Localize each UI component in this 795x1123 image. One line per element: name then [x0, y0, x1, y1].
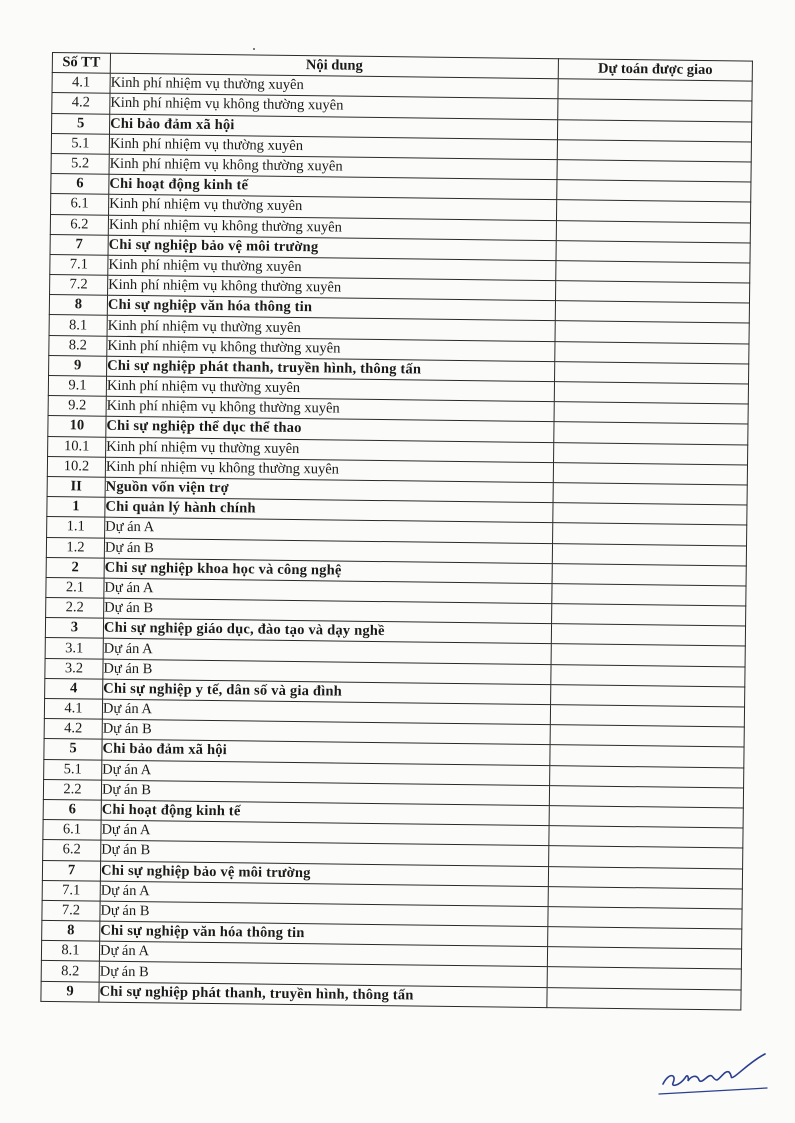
row-number: 10.1: [48, 436, 106, 457]
row-content: Kinh phí nhiệm vụ thường xuyên: [107, 316, 555, 342]
signature: [655, 1050, 775, 1100]
row-number: 8: [49, 295, 107, 316]
row-amount: [555, 301, 749, 324]
row-number: 5.1: [44, 759, 102, 780]
row-content: Kinh phí nhiệm vụ thường xuyên: [110, 73, 558, 99]
row-amount: [550, 765, 744, 788]
header-content: Nội dung: [110, 53, 558, 79]
row-content: Chi hoạt động kinh tế: [109, 174, 557, 200]
row-amount: [551, 644, 745, 667]
row-content: Dự án B: [101, 840, 549, 866]
row-content: Dự án B: [103, 659, 551, 685]
row-number: 7.2: [50, 275, 108, 296]
row-number: 9: [41, 981, 99, 1002]
row-amount: [549, 806, 743, 829]
row-number: 10: [48, 416, 106, 437]
row-amount: [548, 927, 742, 950]
row-amount: [547, 967, 741, 990]
row-content: Chi sự nghiệp bảo vệ môi trường: [108, 235, 556, 261]
row-amount: [557, 160, 751, 183]
row-number: 4.1: [44, 698, 102, 719]
row-amount: [554, 382, 748, 405]
row-amount: [547, 947, 741, 970]
row-amount: [557, 139, 751, 162]
row-amount: [557, 180, 751, 203]
row-amount: [552, 604, 746, 627]
row-amount: [556, 261, 750, 284]
row-content: Chi sự nghiệp giáo dục, đào tạo và dạy nghề: [103, 618, 551, 644]
row-amount: [552, 543, 746, 566]
row-number: 6.1: [51, 194, 109, 215]
row-content: Chi sự nghiệp phát thanh, truyền hình, thông tấn: [99, 982, 547, 1008]
row-content: Chi sự nghiệp văn hóa thông tin: [107, 295, 555, 321]
row-number: 3: [45, 618, 103, 639]
row-content: Dự án A: [103, 639, 551, 665]
row-content: Chi sự nghiệp phát thanh, truyền hình, thông tấn: [107, 356, 555, 382]
row-number: 4: [45, 678, 103, 699]
row-amount: [549, 846, 743, 869]
row-content: Dự án A: [104, 578, 552, 604]
row-number: 6.2: [50, 214, 108, 235]
row-number: 8.1: [49, 315, 107, 336]
row-amount: [556, 200, 750, 223]
row-content: Chi hoạt động kinh tế: [101, 800, 549, 826]
row-content: Dự án B: [99, 962, 547, 988]
row-amount: [551, 624, 745, 647]
row-content: Chi sự nghiệp văn hóa thông tin: [100, 921, 548, 947]
row-amount: [555, 361, 749, 384]
row-amount: [556, 240, 750, 263]
row-amount: [552, 584, 746, 607]
row-number: 6.1: [43, 820, 101, 841]
row-number: 7.2: [42, 900, 100, 921]
budget-table: [40, 52, 753, 1010]
row-content: Kinh phí nhiệm vụ không thường xuyên: [105, 457, 553, 483]
row-number: 1.2: [46, 537, 104, 558]
row-amount: [558, 79, 752, 102]
row-amount: [551, 664, 745, 687]
row-number: 7.1: [50, 254, 108, 275]
row-number: 7.1: [42, 880, 100, 901]
row-number: 9.2: [48, 396, 106, 417]
row-amount: [549, 785, 743, 808]
row-amount: [553, 462, 747, 485]
row-amount: [555, 321, 749, 344]
row-amount: [554, 442, 748, 465]
row-number: 9: [49, 355, 107, 376]
row-number: 6: [43, 799, 101, 820]
row-amount: [548, 906, 742, 929]
header-no: Số TT: [52, 53, 110, 74]
row-amount: [552, 563, 746, 586]
budget-sheet: [40, 52, 752, 1010]
row-amount: [550, 725, 744, 748]
row-content: Kinh phí nhiệm vụ không thường xuyên: [108, 215, 556, 241]
row-amount: [556, 220, 750, 243]
row-amount: [553, 503, 747, 526]
row-number: 10.2: [47, 456, 105, 477]
row-number: 5.2: [51, 153, 109, 174]
row-content: Dự án B: [102, 719, 550, 745]
row-content: Dự án A: [105, 517, 553, 543]
row-number: 8.2: [49, 335, 107, 356]
row-number: 8: [42, 921, 100, 942]
row-number: 4.2: [52, 93, 110, 114]
row-number: 1: [47, 497, 105, 518]
row-amount: [554, 422, 748, 445]
row-content: Kinh phí nhiệm vụ thường xuyên: [106, 376, 554, 402]
row-number: 6: [51, 174, 109, 195]
row-number: 3.1: [45, 638, 103, 659]
row-content: Chi sự nghiệp y tế, dân số và gia đình: [103, 679, 551, 705]
row-amount: [551, 684, 745, 707]
row-content: Chi sự nghiệp thể dục thể thao: [106, 417, 554, 443]
row-content: Dự án A: [101, 820, 549, 846]
row-content: Chi quản lý hành chính: [105, 497, 553, 523]
row-number: 5: [52, 113, 110, 134]
row-content: Kinh phí nhiệm vụ không thường xuyên: [110, 94, 558, 120]
row-number: 3.2: [45, 658, 103, 679]
row-amount: [557, 119, 751, 142]
row-content: Dự án A: [102, 699, 550, 725]
table-body: [41, 73, 752, 1010]
row-content: Dự án B: [104, 538, 552, 564]
row-number: 4.1: [52, 73, 110, 94]
row-amount: [548, 866, 742, 889]
row-number: 6.2: [43, 840, 101, 861]
row-amount: [553, 523, 747, 546]
row-content: Kinh phí nhiệm vụ không thường xuyên: [106, 396, 554, 422]
row-amount: [550, 705, 744, 728]
row-content: Kinh phí nhiệm vụ không thường xuyên: [108, 275, 556, 301]
row-amount: [554, 402, 748, 425]
row-amount: [553, 483, 747, 506]
row-number: 5.1: [51, 133, 109, 154]
header-amount: Dự toán được giao: [558, 59, 752, 82]
row-content: Kinh phí nhiệm vụ không thường xuyên: [107, 336, 555, 362]
row-content: Dự án A: [102, 760, 550, 786]
row-number: 2.1: [46, 577, 104, 598]
row-number: 9.1: [48, 375, 106, 396]
row-number: 8.2: [41, 961, 99, 982]
row-content: Kinh phí nhiệm vụ không thường xuyên: [109, 154, 557, 180]
row-amount: [558, 99, 752, 122]
row-content: Chi bảo đảm xã hội: [110, 114, 558, 140]
row-content: Kinh phí nhiệm vụ thường xuyên: [109, 134, 557, 160]
row-number: 8.1: [41, 941, 99, 962]
row-content: Chi sự nghiệp khoa học và công nghệ: [104, 558, 552, 584]
row-number: 5: [44, 739, 102, 760]
row-number: 1.1: [47, 517, 105, 538]
row-content: Dự án B: [104, 598, 552, 624]
row-number: 2.2: [46, 598, 104, 619]
row-content: Kinh phí nhiệm vụ thường xuyên: [106, 437, 554, 463]
row-number: II: [47, 476, 105, 497]
row-content: Dự án B: [101, 780, 549, 806]
row-amount: [548, 886, 742, 909]
row-number: 7: [42, 860, 100, 881]
row-content: Dự án A: [100, 881, 548, 907]
row-amount: [555, 341, 749, 364]
row-content: Kinh phí nhiệm vụ thường xuyên: [109, 195, 557, 221]
row-content: Kinh phí nhiệm vụ thường xuyên: [108, 255, 556, 281]
row-amount: [549, 826, 743, 849]
row-amount: [550, 745, 744, 768]
row-amount: [547, 987, 741, 1010]
row-number: 4.2: [44, 719, 102, 740]
row-content: Nguồn vốn viện trợ: [105, 477, 553, 503]
row-content: Chi sự nghiệp bảo vệ môi trường: [100, 861, 548, 887]
row-amount: [555, 281, 749, 304]
row-number: 2.2: [43, 779, 101, 800]
row-number: 2: [46, 557, 104, 578]
row-content: Dự án B: [100, 901, 548, 927]
row-content: Chi bảo đảm xã hội: [102, 740, 550, 766]
speck-mark: [253, 48, 255, 50]
row-number: 7: [50, 234, 108, 255]
row-content: Dự án A: [99, 941, 547, 967]
